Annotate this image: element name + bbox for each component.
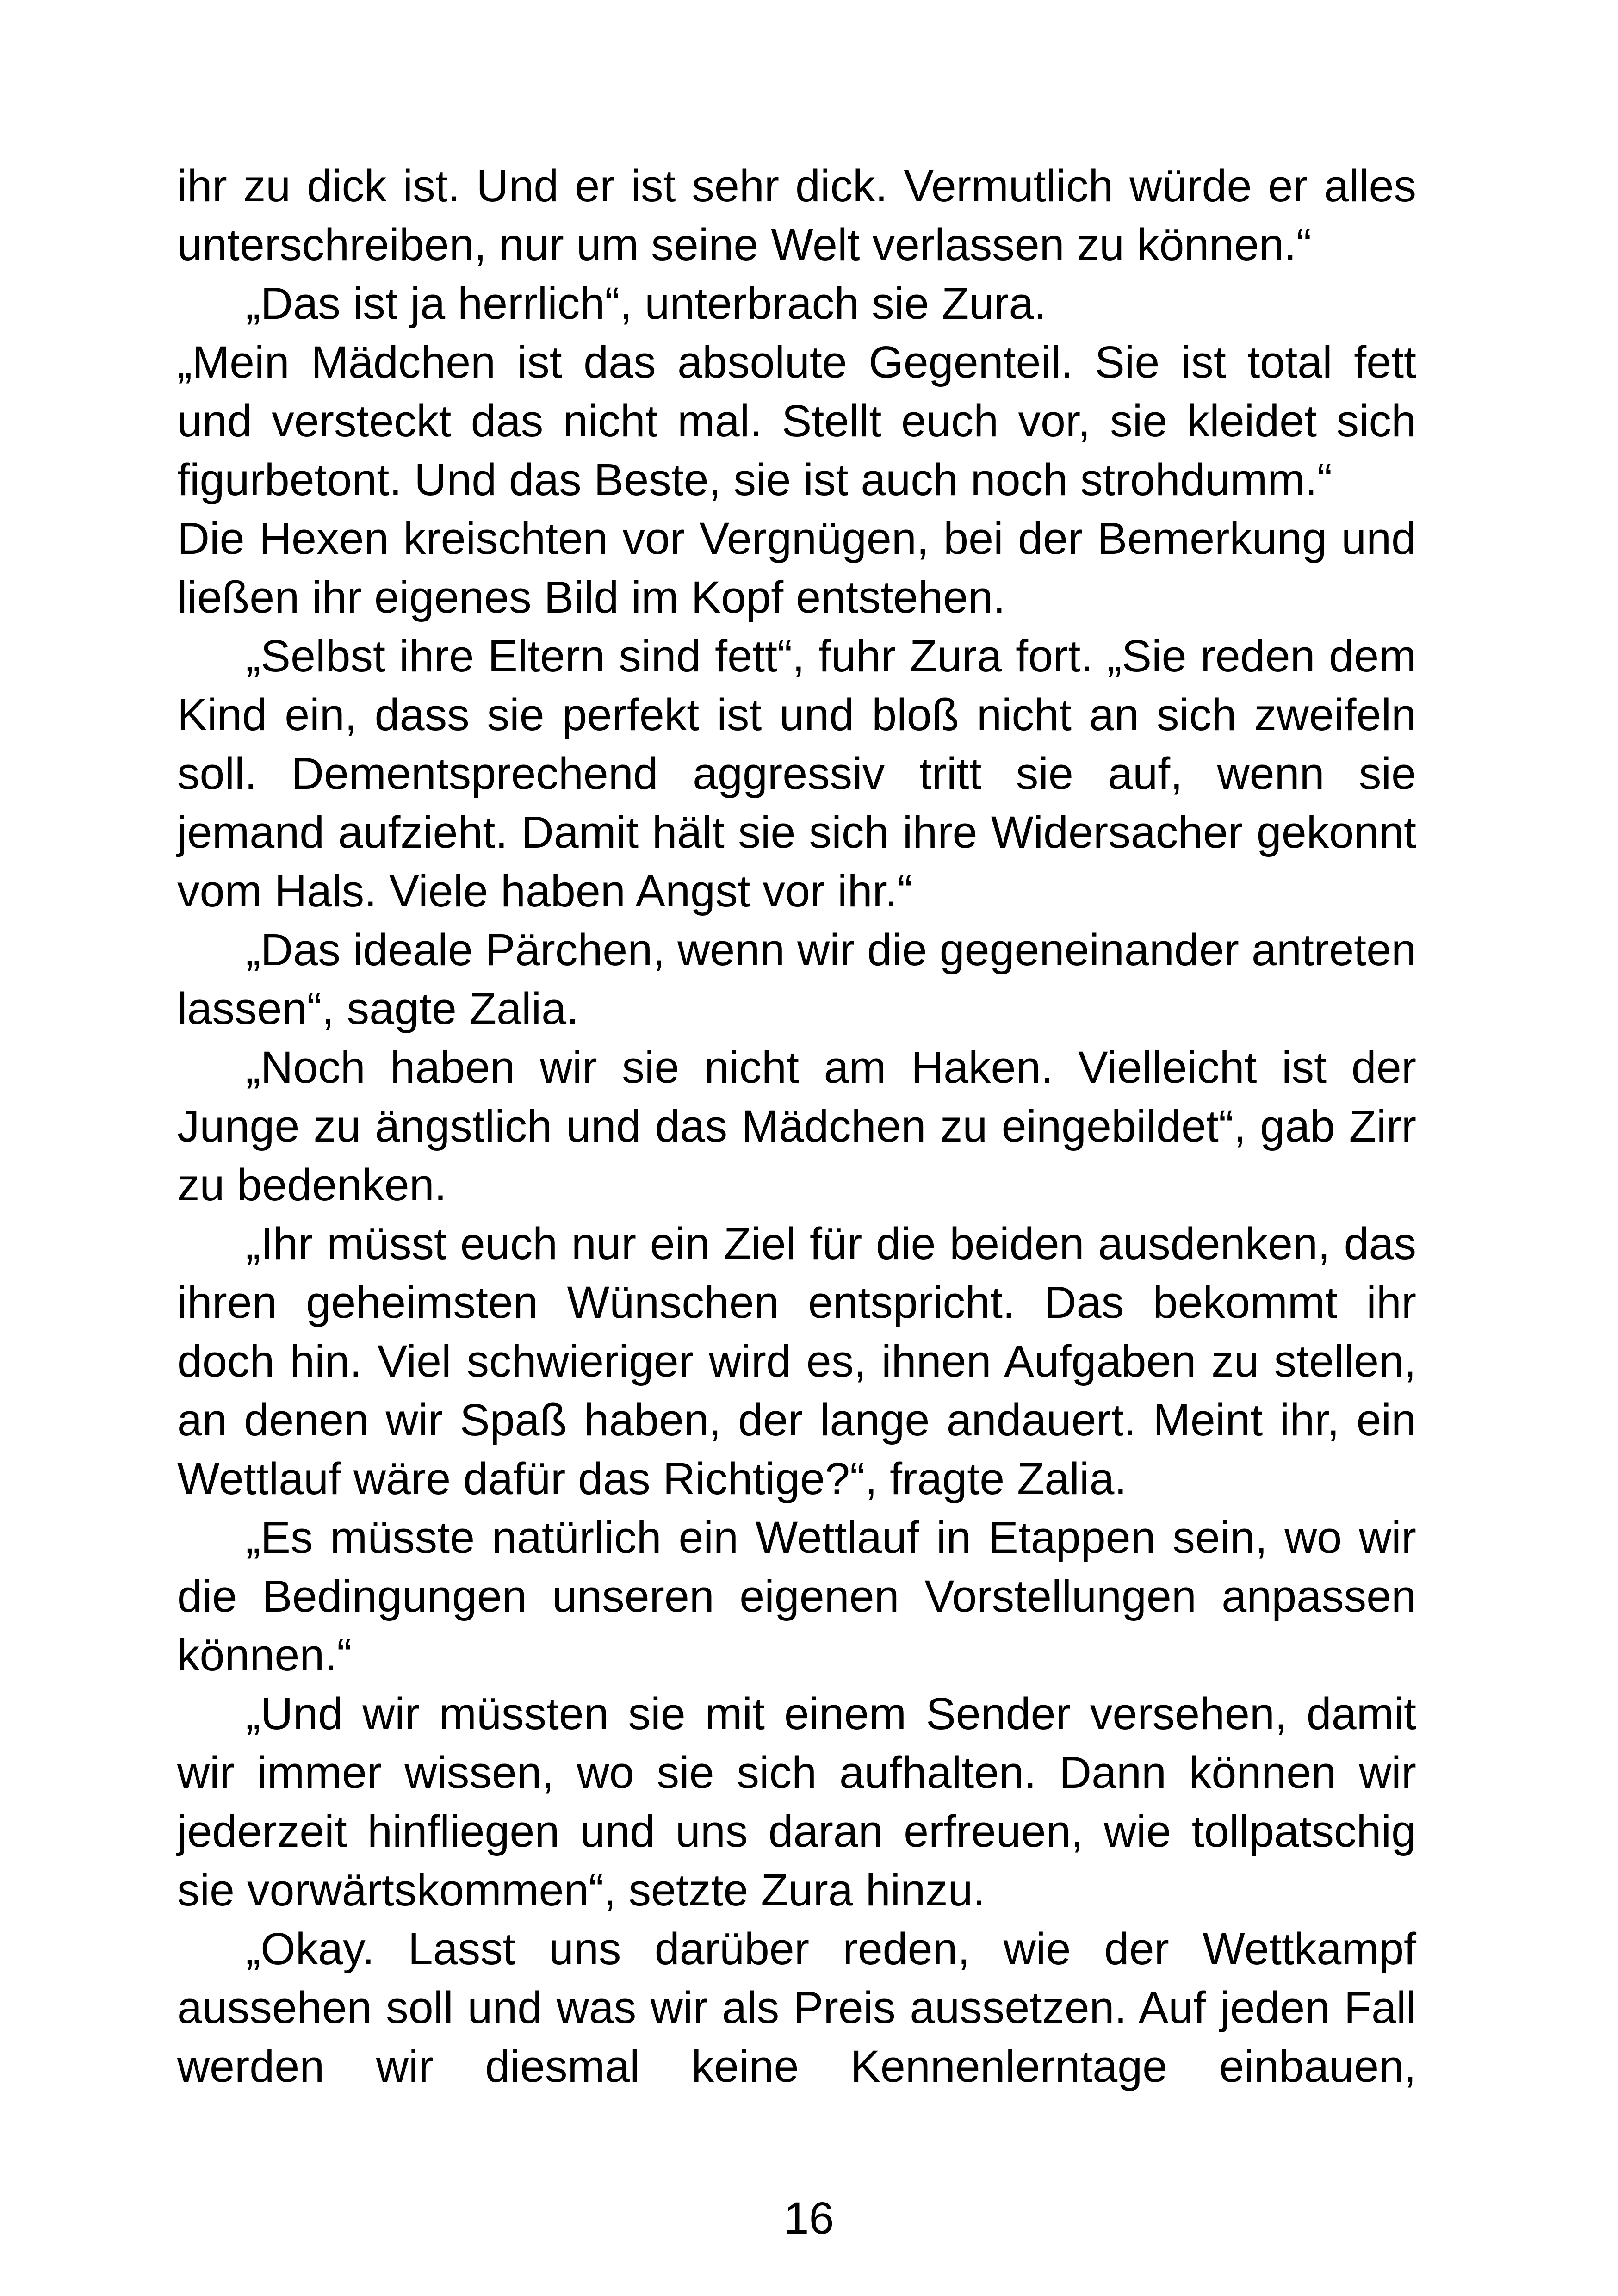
- paragraph: „Mein Mädchen ist das absolute Gegenteil. Sie ist total fett und versteckt das nicht mal. Stellt euch vor, sie kleidet sich figurbetont. Und das Beste, sie ist auch noch strohdumm.“: [177, 337, 1416, 505]
- paragraph: „Noch haben wir sie nicht am Haken. Vielleicht ist der Junge zu ängstlich und das Mädchen zu eingebildet“, gab Zirr zu bedenken.: [177, 1042, 1416, 1210]
- page-number: 16: [784, 2193, 834, 2243]
- paragraph: ihr zu dick ist. Und er ist sehr dick. Vermutlich würde er alles unterschreiben, nur um seine Welt verlassen zu können.“: [177, 161, 1416, 270]
- paragraph: „Okay. Lasst uns darüber reden, wie der Wettkampf aussehen soll und was wir als Preis aussetzen. Auf jeden Fall werden wir diesmal keine Kennenlerntage einbauen,: [177, 1924, 1416, 2091]
- paragraph: „Ihr müsst euch nur ein Ziel für die beiden ausdenken, das ihren geheimsten Wünschen entspricht. Das bekommt ihr doch hin. Viel schwieriger wird es, ihnen Aufgaben zu stellen, an denen wir Spaß haben, der lange andauert. Meint ihr, ein Wettlauf wäre dafür das Richtige?“, fragte Zalia.: [177, 1218, 1416, 1504]
- body-text: [177, 156, 1416, 2096]
- paragraph: „Das ist ja herrlich“, unterbrach sie Zura.: [246, 278, 1047, 329]
- paragraph: „Es müsste natürlich ein Wettlauf in Etappen sein, wo wir die Bedingungen unseren eigenen Vorstellungen anpassen können.“: [177, 1512, 1416, 1680]
- paragraph: „Das ideale Pärchen, wenn wir die gegeneinander antreten lassen“, sagte Zalia.: [177, 925, 1416, 1034]
- paragraph: Die Hexen kreischten vor Vergnügen, bei der Bemerkung und ließen ihr eigenes Bild im Kopf entstehen.: [177, 513, 1416, 622]
- paragraph: „Und wir müssten sie mit einem Sender versehen, damit wir immer wissen, wo sie sich aufhalten. Dann können wir jederzeit hinfliegen und uns daran erfreuen, wie tollpatschig sie vorwärtskommen“, setzte Zura hinzu.: [177, 1688, 1416, 1915]
- paragraph: „Selbst ihre Eltern sind fett“, fuhr Zura fort. „Sie reden dem Kind ein, dass sie perfekt ist und bloß nicht an sich zweifeln soll. Dementsprechend aggressiv tritt sie auf, wenn sie jemand aufzieht. Damit hält sie sich ihre Widersacher gekonnt vom Hals. Viele haben Angst vor ihr.“: [177, 631, 1416, 916]
